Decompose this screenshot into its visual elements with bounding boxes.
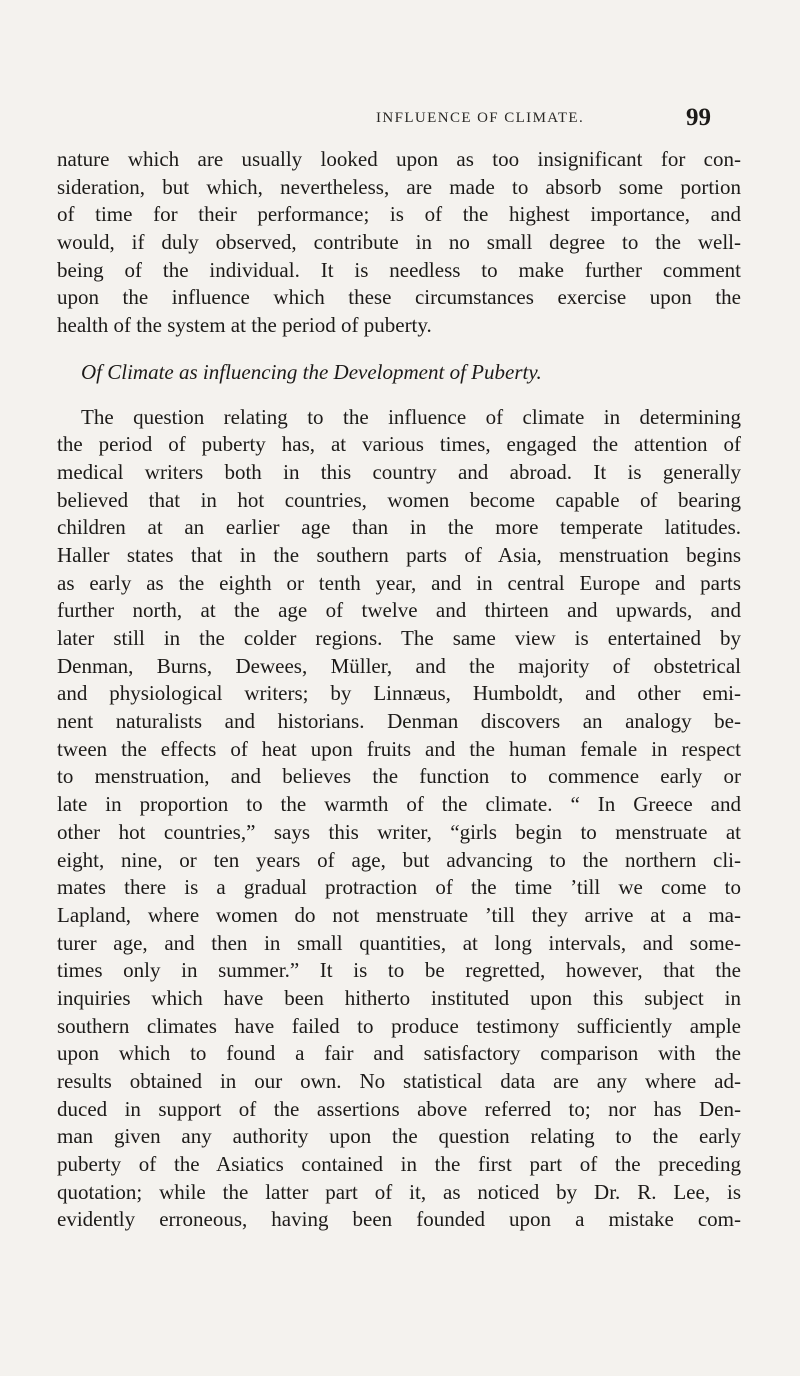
running-head xyxy=(0,104,800,134)
text-line: evidently erroneous, having been founded upon a mistake com- xyxy=(57,1207,741,1232)
text-line: further north, at the age of twelve and thirteen and upwards, and xyxy=(57,598,741,623)
text-line: would, if duly observed, contribute in no small degree to the well- xyxy=(57,230,741,255)
text-line: as early as the eighth or tenth year, and in central Europe and parts xyxy=(57,570,741,595)
text-line: the period of puberty has, at various times, engaged the attention of xyxy=(57,432,741,457)
text-line: being of the individual. It is needless to make further comment xyxy=(57,257,741,282)
text-line: eight, nine, or ten years of age, but advancing to the northern cli- xyxy=(57,847,741,872)
text-line: man given any authority upon the question relating to the early xyxy=(57,1124,741,1149)
text-line: medical writers both in this country and abroad. It is generally xyxy=(57,459,741,484)
text-line: upon the influence which these circumstances exercise upon the xyxy=(57,285,741,310)
text-line: quotation; while the latter part of it, as noticed by Dr. R. Lee, is xyxy=(57,1179,741,1204)
body-text xyxy=(57,146,741,1234)
text-line: believed that in hot countries, women become capable of bearing xyxy=(57,487,741,512)
text-line: Lapland, where women do not menstruate ’till they arrive at a ma- xyxy=(57,902,741,927)
text-line: to menstruation, and believes the function to commence early or xyxy=(57,764,741,789)
text-line: tween the effects of heat upon fruits and the human female in respect xyxy=(57,736,741,761)
text-line: duced in support of the assertions above referred to; nor has Den- xyxy=(57,1096,741,1121)
text-line: puberty of the Asiatics contained in the first part of the preceding xyxy=(57,1152,741,1177)
text-line: southern climates have failed to produce testimony sufficiently ample xyxy=(57,1013,741,1038)
text-line: nature which are usually looked upon as too insignificant for con- xyxy=(57,147,741,171)
text-line: of time for their performance; is of the highest importance, and xyxy=(57,202,741,227)
paragraph-1 xyxy=(57,146,741,340)
text-line: The question relating to the influence of climate in determining xyxy=(81,404,741,429)
text-line: turer age, and then in small quantities, at long intervals, and some- xyxy=(57,930,741,955)
text-line: Haller states that in the southern parts of Asia, menstruation begins xyxy=(57,542,741,567)
text-line: nent naturalists and historians. Denman discovers an analogy be- xyxy=(57,709,741,734)
text-line: late in proportion to the warmth of the climate. “ In Greece and xyxy=(57,792,741,817)
text-line: inquiries which have been hitherto instituted upon this subject in xyxy=(57,985,741,1010)
text-line: health of the system at the period of puberty. xyxy=(57,313,432,338)
section-heading: Of Climate as influencing the Development of Puberty. xyxy=(81,359,542,384)
text-line: later still in the colder regions. The same view is entertained by xyxy=(57,626,741,650)
page-number: 99 xyxy=(686,104,711,131)
text-line: Denman, Burns, Dewees, Müller, and the majority of obstetrical xyxy=(57,653,741,678)
text-line: upon which to found a fair and satisfactory comparison with the xyxy=(57,1041,741,1066)
text-line: times only in summer.” It is to be regretted, however, that the xyxy=(57,958,741,983)
text-line: children at an earlier age than in the more temperate latitudes. xyxy=(57,515,741,540)
text-line: mates there is a gradual protraction of the time ’till we come to xyxy=(57,875,741,900)
text-line: results obtained in our own. No statistical data are any where ad- xyxy=(57,1069,741,1093)
text-line: other hot countries,” says this writer, “girls begin to menstruate at xyxy=(57,819,741,844)
running-title: INFLUENCE OF CLIMATE. xyxy=(376,110,585,126)
text-line: and physiological writers; by Linnæus, Humboldt, and other emi- xyxy=(57,681,741,706)
text-line: sideration, but which, nevertheless, are made to absorb some portion xyxy=(57,174,741,199)
paragraph-2 xyxy=(57,404,741,1235)
